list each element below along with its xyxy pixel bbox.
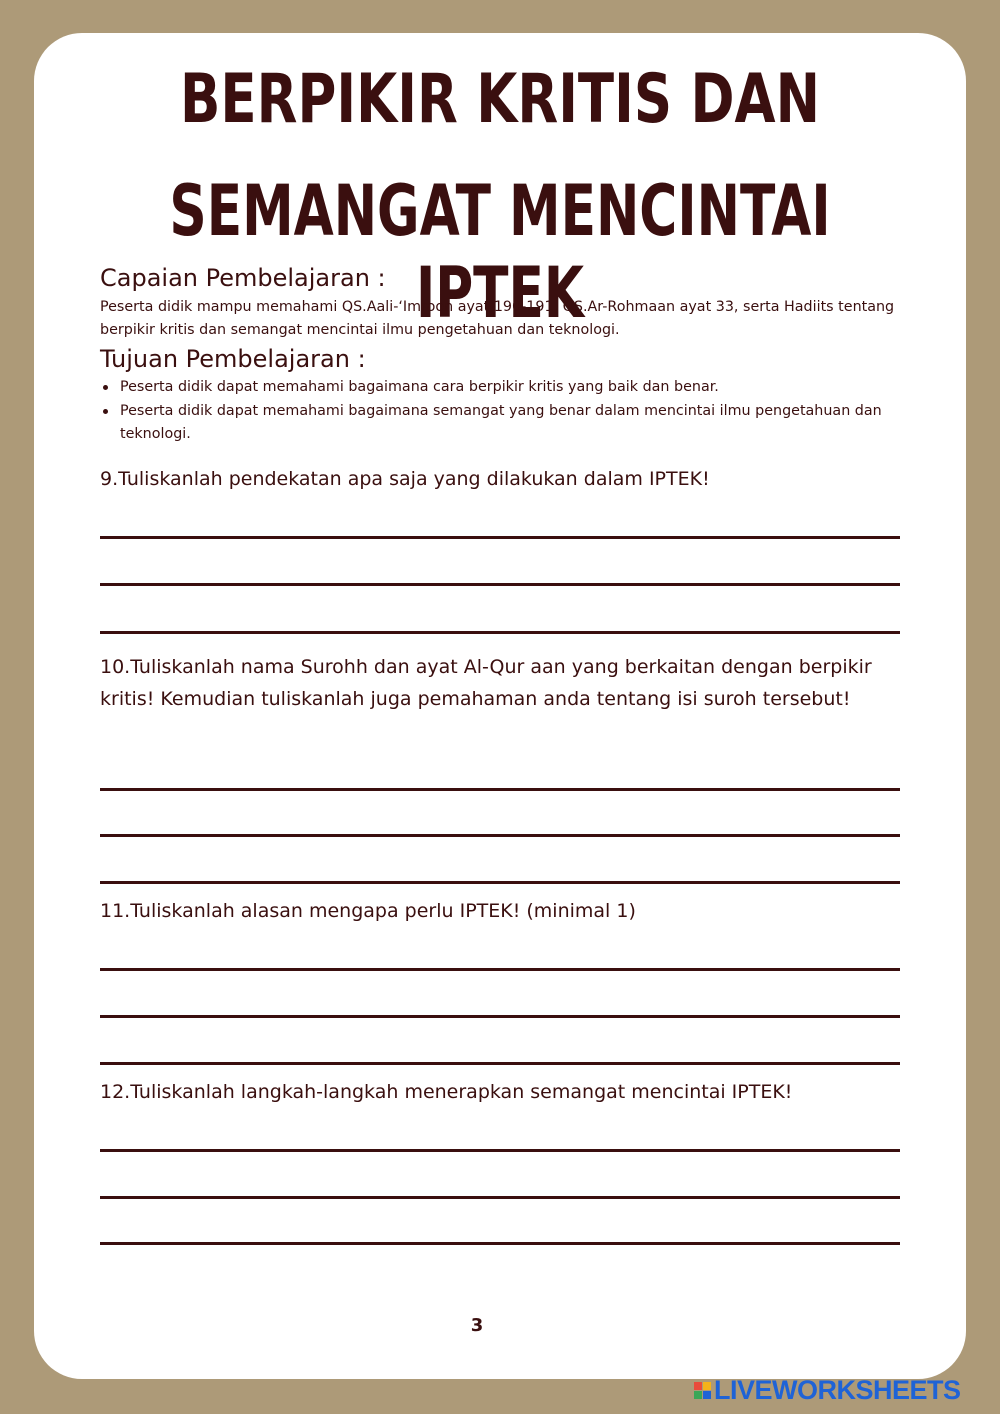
answer-line[interactable] bbox=[100, 881, 900, 884]
answer-line[interactable] bbox=[100, 631, 900, 634]
answer-line[interactable] bbox=[100, 834, 900, 837]
question-12: 12.Tuliskanlah langkah-langkah menerapkan semangat mencintai IPTEK! bbox=[100, 1081, 793, 1103]
question-10: 10.Tuliskanlah nama Surohh dan ayat Al-Qur aan yang berkaitan dengan berpikir kritis! Kemudian tuliskanlah juga pemahaman anda tentang isi suroh tersebut! bbox=[100, 656, 872, 710]
question-11: 11.Tuliskanlah alasan mengapa perlu IPTEK! (minimal 1) bbox=[100, 900, 636, 922]
answer-line[interactable] bbox=[100, 1015, 900, 1018]
answer-line[interactable] bbox=[100, 583, 900, 586]
answer-line[interactable] bbox=[100, 1149, 900, 1152]
answer-line[interactable] bbox=[100, 1062, 900, 1065]
liveworksheets-logo-text: LIVEWORKSHEETS bbox=[714, 1374, 961, 1405]
liveworksheets-logo-icon bbox=[694, 1382, 711, 1399]
question-9: 9.Tuliskanlah pendekatan apa saja yang dilakukan dalam IPTEK! bbox=[100, 468, 710, 490]
liveworksheets-logo[interactable] bbox=[694, 1376, 961, 1404]
tujuan-item: Peserta didik dapat memahami bagaimana cara berpikir kritis yang baik dan benar. bbox=[100, 376, 900, 399]
answer-line[interactable] bbox=[100, 1242, 900, 1245]
tujuan-list bbox=[100, 376, 900, 447]
title-line-1: BERPIKIR KRITIS DAN bbox=[180, 60, 820, 139]
capaian-heading: Capaian Pembelajaran : bbox=[100, 264, 386, 292]
tujuan-heading: Tujuan Pembelajaran : bbox=[100, 345, 366, 373]
tujuan-item: Peserta didik dapat memahami bagaimana semangat yang benar dalam mencintai ilmu pengetahuan dan teknologi. bbox=[100, 400, 900, 446]
answer-line[interactable] bbox=[100, 968, 900, 971]
answer-line[interactable] bbox=[100, 788, 900, 791]
page-number: 3 bbox=[470, 1315, 484, 1336]
title-line-2: SEMANGAT MENCINTAI IPTEK bbox=[169, 170, 831, 334]
answer-line[interactable] bbox=[100, 536, 900, 539]
capaian-text: Peserta didik mampu memahami QS.Aali-‘Imroon ayat 190-191, QS.Ar-Rohmaan ayat 33, serta Hadiits tentang berpikir kritis dan semangat mencintai ilmu pengetahuan dan teknologi. bbox=[100, 299, 895, 338]
answer-line[interactable] bbox=[100, 1196, 900, 1199]
